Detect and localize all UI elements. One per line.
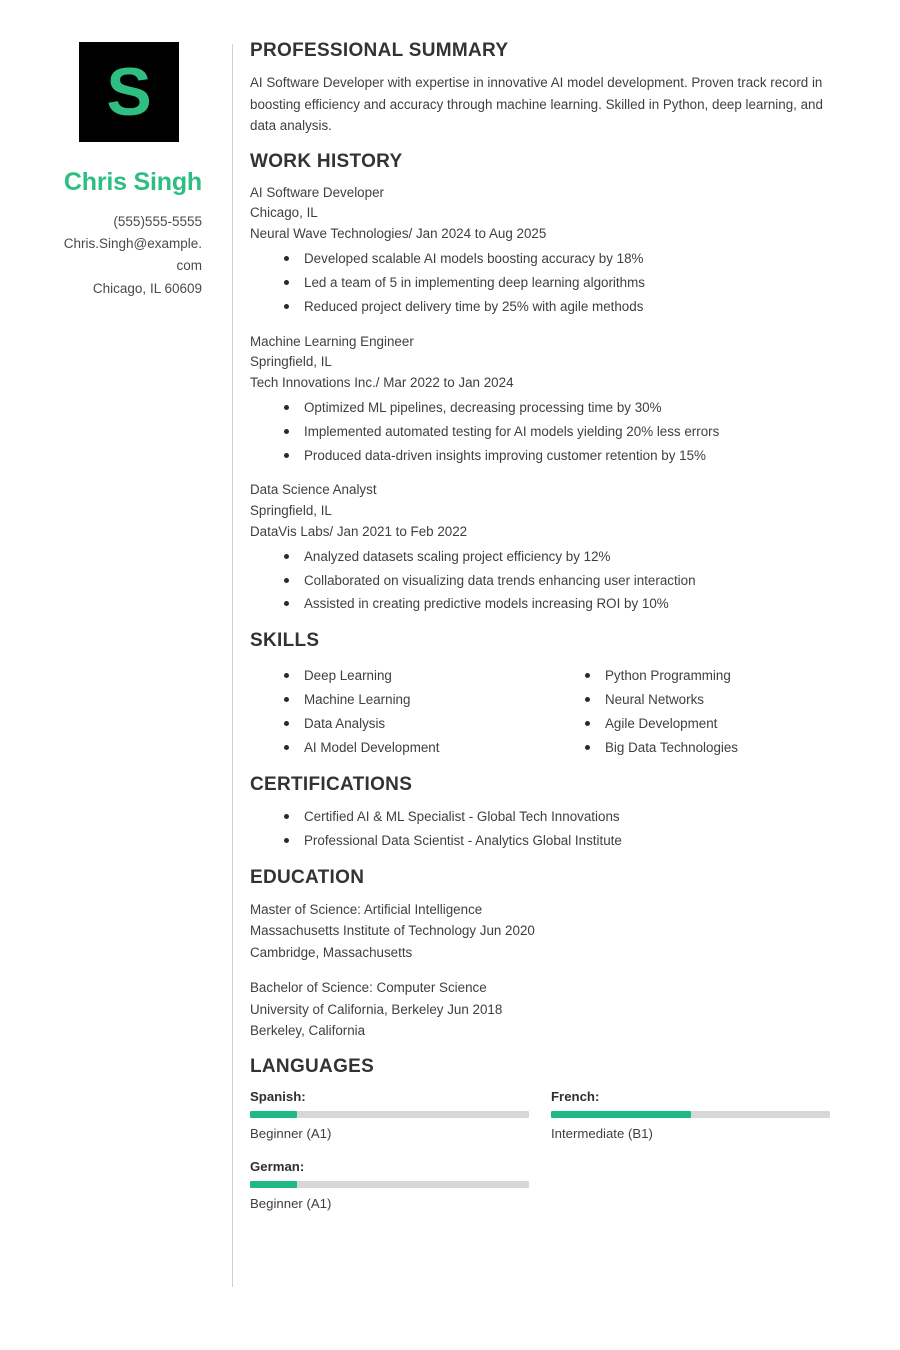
- job-bullet: Reduced project delivery time by 25% with agile methods: [282, 295, 852, 319]
- page-title: Chris Singh: [63, 168, 202, 196]
- column-divider: [232, 44, 233, 1287]
- skills-grid: [250, 662, 852, 759]
- education-degree: Bachelor of Science: Computer Science: [250, 980, 487, 996]
- education-location: Berkeley, California: [250, 1023, 366, 1039]
- language-proficiency-bar: [250, 1181, 529, 1188]
- contact-phone: (555)555-5555: [113, 213, 202, 229]
- language-level: Beginner (A1): [250, 1196, 332, 1212]
- monogram-logo: [79, 42, 179, 142]
- section-certifications: [250, 774, 852, 854]
- section-languages: [250, 1056, 852, 1228]
- language-item: [250, 1087, 551, 1144]
- job-location: Springfield, IL: [250, 503, 332, 519]
- job-bullet: Collaborated on visualizing data trends enhancing user interaction: [282, 569, 852, 593]
- skill-item: Python Programming: [583, 664, 852, 688]
- job-location: Springfield, IL: [250, 354, 332, 370]
- education-degree: Master of Science: Artificial Intelligence: [250, 901, 483, 917]
- skills-list-right: [551, 664, 852, 759]
- skill-item: Data Analysis: [282, 712, 551, 736]
- skills-column-right: [551, 662, 852, 759]
- job-bullet: Analyzed datasets scaling project efficiency by 12%: [282, 545, 852, 569]
- section-education: [250, 867, 852, 1041]
- education-location: Cambridge, Massachusetts: [250, 944, 413, 960]
- job-company-dates: DataVis Labs/ Jan 2021 to Feb 2022: [250, 523, 468, 539]
- skill-item: Agile Development: [583, 712, 852, 736]
- section-heading-certifications: CERTIFICATIONS: [250, 773, 413, 795]
- job-bullet: Developed scalable AI models boosting accuracy by 18%: [282, 247, 852, 271]
- language-name: German:: [250, 1159, 305, 1175]
- section-heading-skills: SKILLS: [250, 630, 320, 652]
- section-skills: [250, 630, 852, 759]
- skill-item: Big Data Technologies: [583, 736, 852, 760]
- job-role: AI Software Developer: [250, 184, 384, 200]
- resume-sidebar: [56, 40, 224, 300]
- contact-email-line2: com: [176, 258, 202, 274]
- section-work-history: [250, 151, 852, 616]
- skill-item: Neural Networks: [583, 688, 852, 712]
- job-bullet: Led a team of 5 in implementing deep learning algorithms: [282, 271, 852, 295]
- job-entry: [250, 332, 852, 468]
- certifications-list: [250, 805, 852, 853]
- language-name: Spanish:: [250, 1089, 306, 1105]
- section-heading-work-history: WORK HISTORY: [250, 150, 403, 172]
- section-heading-education: EDUCATION: [250, 867, 365, 889]
- job-bullet: Assisted in creating predictive models increasing ROI by 10%: [282, 592, 852, 616]
- language-item: [551, 1087, 852, 1144]
- language-proficiency-fill: [250, 1111, 297, 1118]
- job-bullets: [250, 545, 852, 617]
- language-proficiency-bar: [250, 1111, 529, 1118]
- job-bullets: [250, 396, 852, 468]
- skill-item: Deep Learning: [282, 664, 551, 688]
- job-role: Data Science Analyst: [250, 482, 377, 498]
- section-heading-summary: PROFESSIONAL SUMMARY: [250, 40, 509, 61]
- skill-item: AI Model Development: [282, 736, 551, 760]
- job-bullets: [250, 247, 852, 319]
- language-proficiency-bar: [551, 1111, 830, 1118]
- language-name: French:: [551, 1089, 600, 1105]
- contact-info: [56, 211, 202, 300]
- certification-item: Certified AI & ML Specialist - Global Tech Innovations: [282, 805, 852, 829]
- languages-grid: [250, 1087, 852, 1227]
- section-professional-summary: [250, 40, 852, 137]
- job-bullet: Implemented automated testing for AI models yielding 20% less errors: [282, 420, 852, 444]
- job-bullet: Optimized ML pipelines, decreasing processing time by 30%: [282, 396, 852, 420]
- education-entry: [250, 977, 852, 1041]
- summary-text: AI Software Developer with expertise in innovative AI model development. Proven track record in boosting efficiency and accuracy through machine learning. Skilled in Python, deep learning, and data analysis.: [250, 74, 823, 134]
- job-company-dates: Neural Wave Technologies/ Jan 2024 to Aug 2025: [250, 226, 547, 242]
- education-school-date: University of California, Berkeley Jun 2018: [250, 1001, 503, 1017]
- contact-email-line1: Chris.Singh@example.: [63, 236, 202, 252]
- section-heading-languages: LANGUAGES: [250, 1055, 375, 1077]
- certification-item: Professional Data Scientist - Analytics Global Institute: [282, 829, 852, 853]
- education-entry: [250, 899, 852, 963]
- education-school-date: Massachusetts Institute of Technology Jun 2020: [250, 923, 535, 939]
- language-level: Intermediate (B1): [551, 1126, 653, 1142]
- job-entry: [250, 183, 852, 319]
- language-item: [250, 1157, 551, 1214]
- contact-address: Chicago, IL 60609: [92, 280, 202, 296]
- monogram-letter: S: [106, 54, 152, 130]
- job-bullet: Produced data-driven insights improving customer retention by 15%: [282, 444, 852, 468]
- job-location: Chicago, IL: [250, 205, 318, 221]
- job-role: Machine Learning Engineer: [250, 333, 414, 349]
- job-entry: [250, 480, 852, 616]
- resume-main: [224, 40, 852, 1229]
- language-proficiency-fill: [250, 1181, 297, 1188]
- job-company-dates: Tech Innovations Inc./ Mar 2022 to Jan 2024: [250, 375, 514, 391]
- skills-column-left: [250, 662, 551, 759]
- language-level: Beginner (A1): [250, 1126, 332, 1142]
- skill-item: Machine Learning: [282, 688, 551, 712]
- skills-list-left: [250, 664, 551, 759]
- language-proficiency-fill: [551, 1111, 691, 1118]
